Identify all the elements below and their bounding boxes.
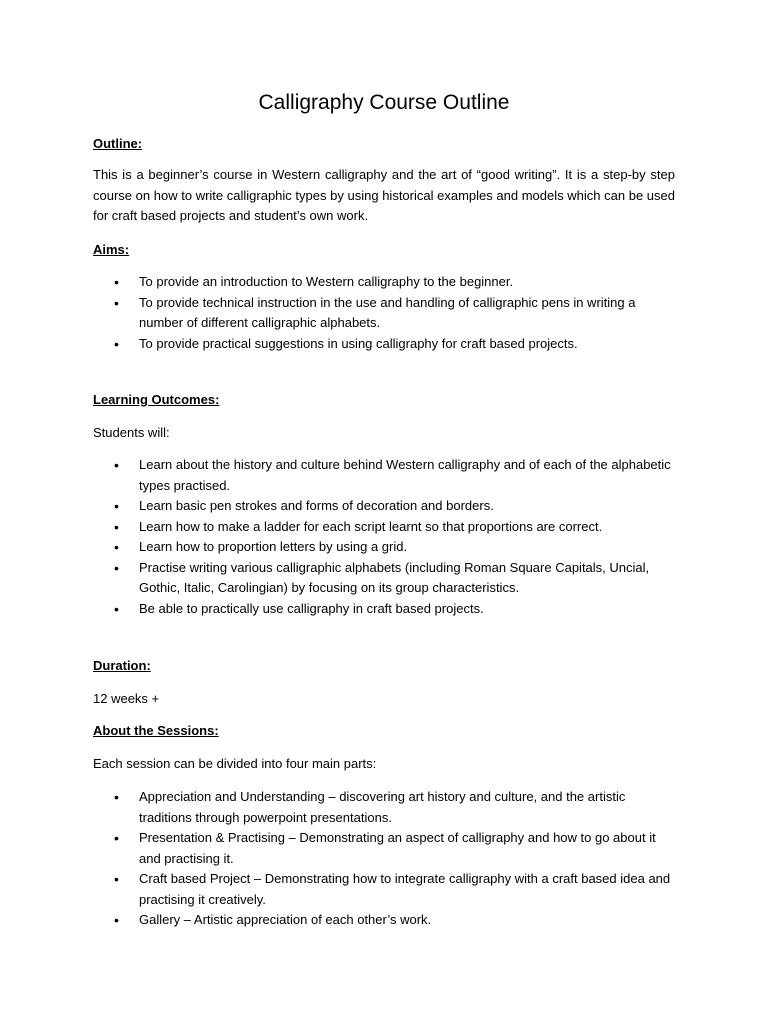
sessions-intro: Each session can be divided into four main parts: xyxy=(93,756,377,771)
list-item: • Appreciation and Understanding – discovering art history and culture, and the artistic traditions through powerpoint presentations. xyxy=(93,787,675,828)
list-item: • To provide technical instruction in the use and handling of calligraphic pens in writing a number of different calligraphic alphabets. xyxy=(93,293,675,334)
list-item: • Practise writing various calligraphic alphabets (including Roman Square Capitals, Uncial, Gothic, Italic, Carolingian) by focusing on its group characteristics. xyxy=(93,558,675,599)
list-item: • Learn basic pen strokes and forms of decoration and borders. xyxy=(93,496,675,517)
list-item: • Learn how to make a ladder for each script learnt so that proportions are correct. xyxy=(93,517,675,538)
sessions-heading: About the Sessions: xyxy=(93,723,219,738)
list-item: • Gallery – Artistic appreciation of each other’s work. xyxy=(93,910,675,931)
list-item: • Presentation & Practising – Demonstrating an aspect of calligraphy and how to go about it and practising it. xyxy=(93,828,675,869)
sessions-list xyxy=(93,787,675,931)
page-title: Calligraphy Course Outline xyxy=(258,91,510,114)
list-item: • Be able to practically use calligraphy in craft based projects. xyxy=(93,599,675,620)
learning-outcomes-list xyxy=(93,455,675,619)
aims-heading: Aims: xyxy=(93,242,130,257)
list-item: • Craft based Project – Demonstrating how to integrate calligraphy with a craft based idea and practising it creatively. xyxy=(93,869,675,910)
outline-paragraph: This is a beginner’s course in Western calligraphy and the art of “good writing”. It is a step-by step course on how to write calligraphic types by using historical examples and models which can be used for craft based projects and student’s own work. xyxy=(93,167,675,223)
list-item: • To provide practical suggestions in using calligraphy for craft based projects. xyxy=(93,334,675,355)
list-item: • Learn about the history and culture behind Western calligraphy and of each of the alphabetic types practised. xyxy=(93,455,675,496)
duration-heading: Duration: xyxy=(93,658,151,673)
outline-heading: Outline: xyxy=(93,136,143,151)
list-item: • Learn how to proportion letters by using a grid. xyxy=(93,537,675,558)
list-item: • To provide an introduction to Western calligraphy to the beginner. xyxy=(93,272,675,293)
learning-outcomes-heading: Learning Outcomes: xyxy=(93,392,220,407)
duration-value: 12 weeks + xyxy=(93,691,160,706)
learning-outcomes-intro: Students will: xyxy=(93,425,170,440)
aims-list xyxy=(93,272,675,354)
